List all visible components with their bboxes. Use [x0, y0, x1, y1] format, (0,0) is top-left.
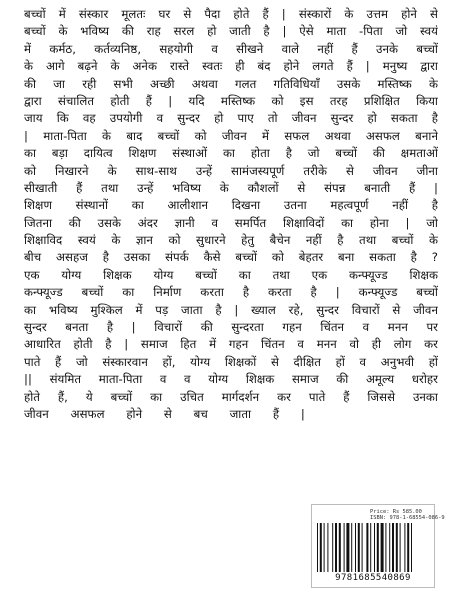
body-line: का बड़ा दायित्व शिक्षण संस्थाओं का होता है जो बच्चों की क्षमताओं: [24, 146, 438, 161]
body-line: शिक्षण संस्थानों का आलीशान दिखना उतना महत्वपूर्ण नहीं है: [24, 198, 438, 213]
barcode-number: 9781685540869: [335, 573, 411, 583]
body-line: बच्चों में संस्कार मूलतः घर से पैदा होते हैं | संस्कारों के उत्तम होने से: [24, 7, 438, 21]
isbn-label: ISBN: 978-1-68554-086-9: [370, 515, 445, 521]
body-line: के आगे बढ़ने के अनेक रास्ते स्वतः ही बंद होने लगते हैं | मनुष्य द्वारा: [24, 59, 438, 74]
body-line: | माता-पिता के बाद बच्चों को जीवन में सफल अथवा असफल बनाने: [24, 128, 438, 143]
body-line: बीच असहज है उसका संपर्क कैसे बच्चों को बेहतर बना सकता है ?: [24, 250, 438, 265]
body-line: में कर्मठ, कर्तव्यनिष्ठ, सहयोगी व सीखने वाले नहीं हैं उनके बच्चों: [24, 41, 438, 56]
body-line: शिक्षाविद स्वयं के ज्ञान को सुधारने हेतु बैचेन नहीं है तथा बच्चों के: [24, 233, 438, 248]
body-line: की जा रही सभी अच्छी अथवा गलत गतिविधियाँ उसके मस्तिष्क के: [24, 76, 438, 91]
body-text: [24, 6, 438, 423]
isbn-barcode-box: [311, 504, 445, 588]
price-label: Price: Rs 585.00: [370, 509, 422, 515]
body-line: द्वारा संचालित होती हैं | यदि मस्तिष्क को इस तरह प्रशिक्षित किया: [24, 93, 438, 108]
body-line: को निखारने के साथ-साथ उन्हें सामंजस्यपूर्ण तरीके से जीवन जीना: [24, 163, 438, 178]
body-line: बच्चों के भविष्य की राह सरल हो जाती है | ऐसे माता -पिता जो स्वयं: [24, 24, 438, 39]
barcode-graphic: [316, 523, 430, 572]
body-line: कन्फ्यूज्ड बच्चों का निर्माण करता है करता है | कन्फ्यूज्ड बच्चों: [24, 285, 438, 300]
body-line: जितना की उसके अंदर ज्ञानी व समर्पित शिक्षाविदों का होना | जो: [24, 215, 438, 230]
body-line: आधारित होती है | समाज हित में गहन चिंतन व मनन वो ही लोग कर: [24, 337, 438, 352]
body-line: सीखाती हैं तथा उन्हें भविष्य के कौशलों से संपन्न बनाती हैं |: [24, 180, 438, 195]
body-line: || संयमित माता-पिता व व योग्य शिक्षक समाज की अमूल्य धरोहर: [24, 372, 438, 387]
body-line: सुन्दर बनता है | विचारों की सुन्दरता गहन चिंतन व मनन पर: [24, 320, 438, 335]
body-line: होते हैं, ये बच्चों का उचित मार्गदर्शन कर पाते हैं जिससे उनका: [24, 389, 438, 404]
body-line: जाय कि वह उपयोगी व सुन्दर हो पाए तो जीवन सुन्दर हो सकता है: [24, 111, 438, 126]
body-line: पाते हैं जो संस्कारवान हों, योग्य शिक्षकों से दीक्षित हों व अनुभवी हों: [24, 354, 438, 369]
body-line: जीवन असफल होने से बच जाता हैं |: [24, 406, 305, 421]
body-line: एक योग्य शिक्षक योग्य बच्चों का तथा एक कन्फ्यूज्ड शिक्षक: [24, 267, 438, 282]
body-line: का भविष्य मुश्किल में पड़ जाता है | ख्याल रहे, सुन्दर विचारों से जीवन: [24, 302, 438, 317]
